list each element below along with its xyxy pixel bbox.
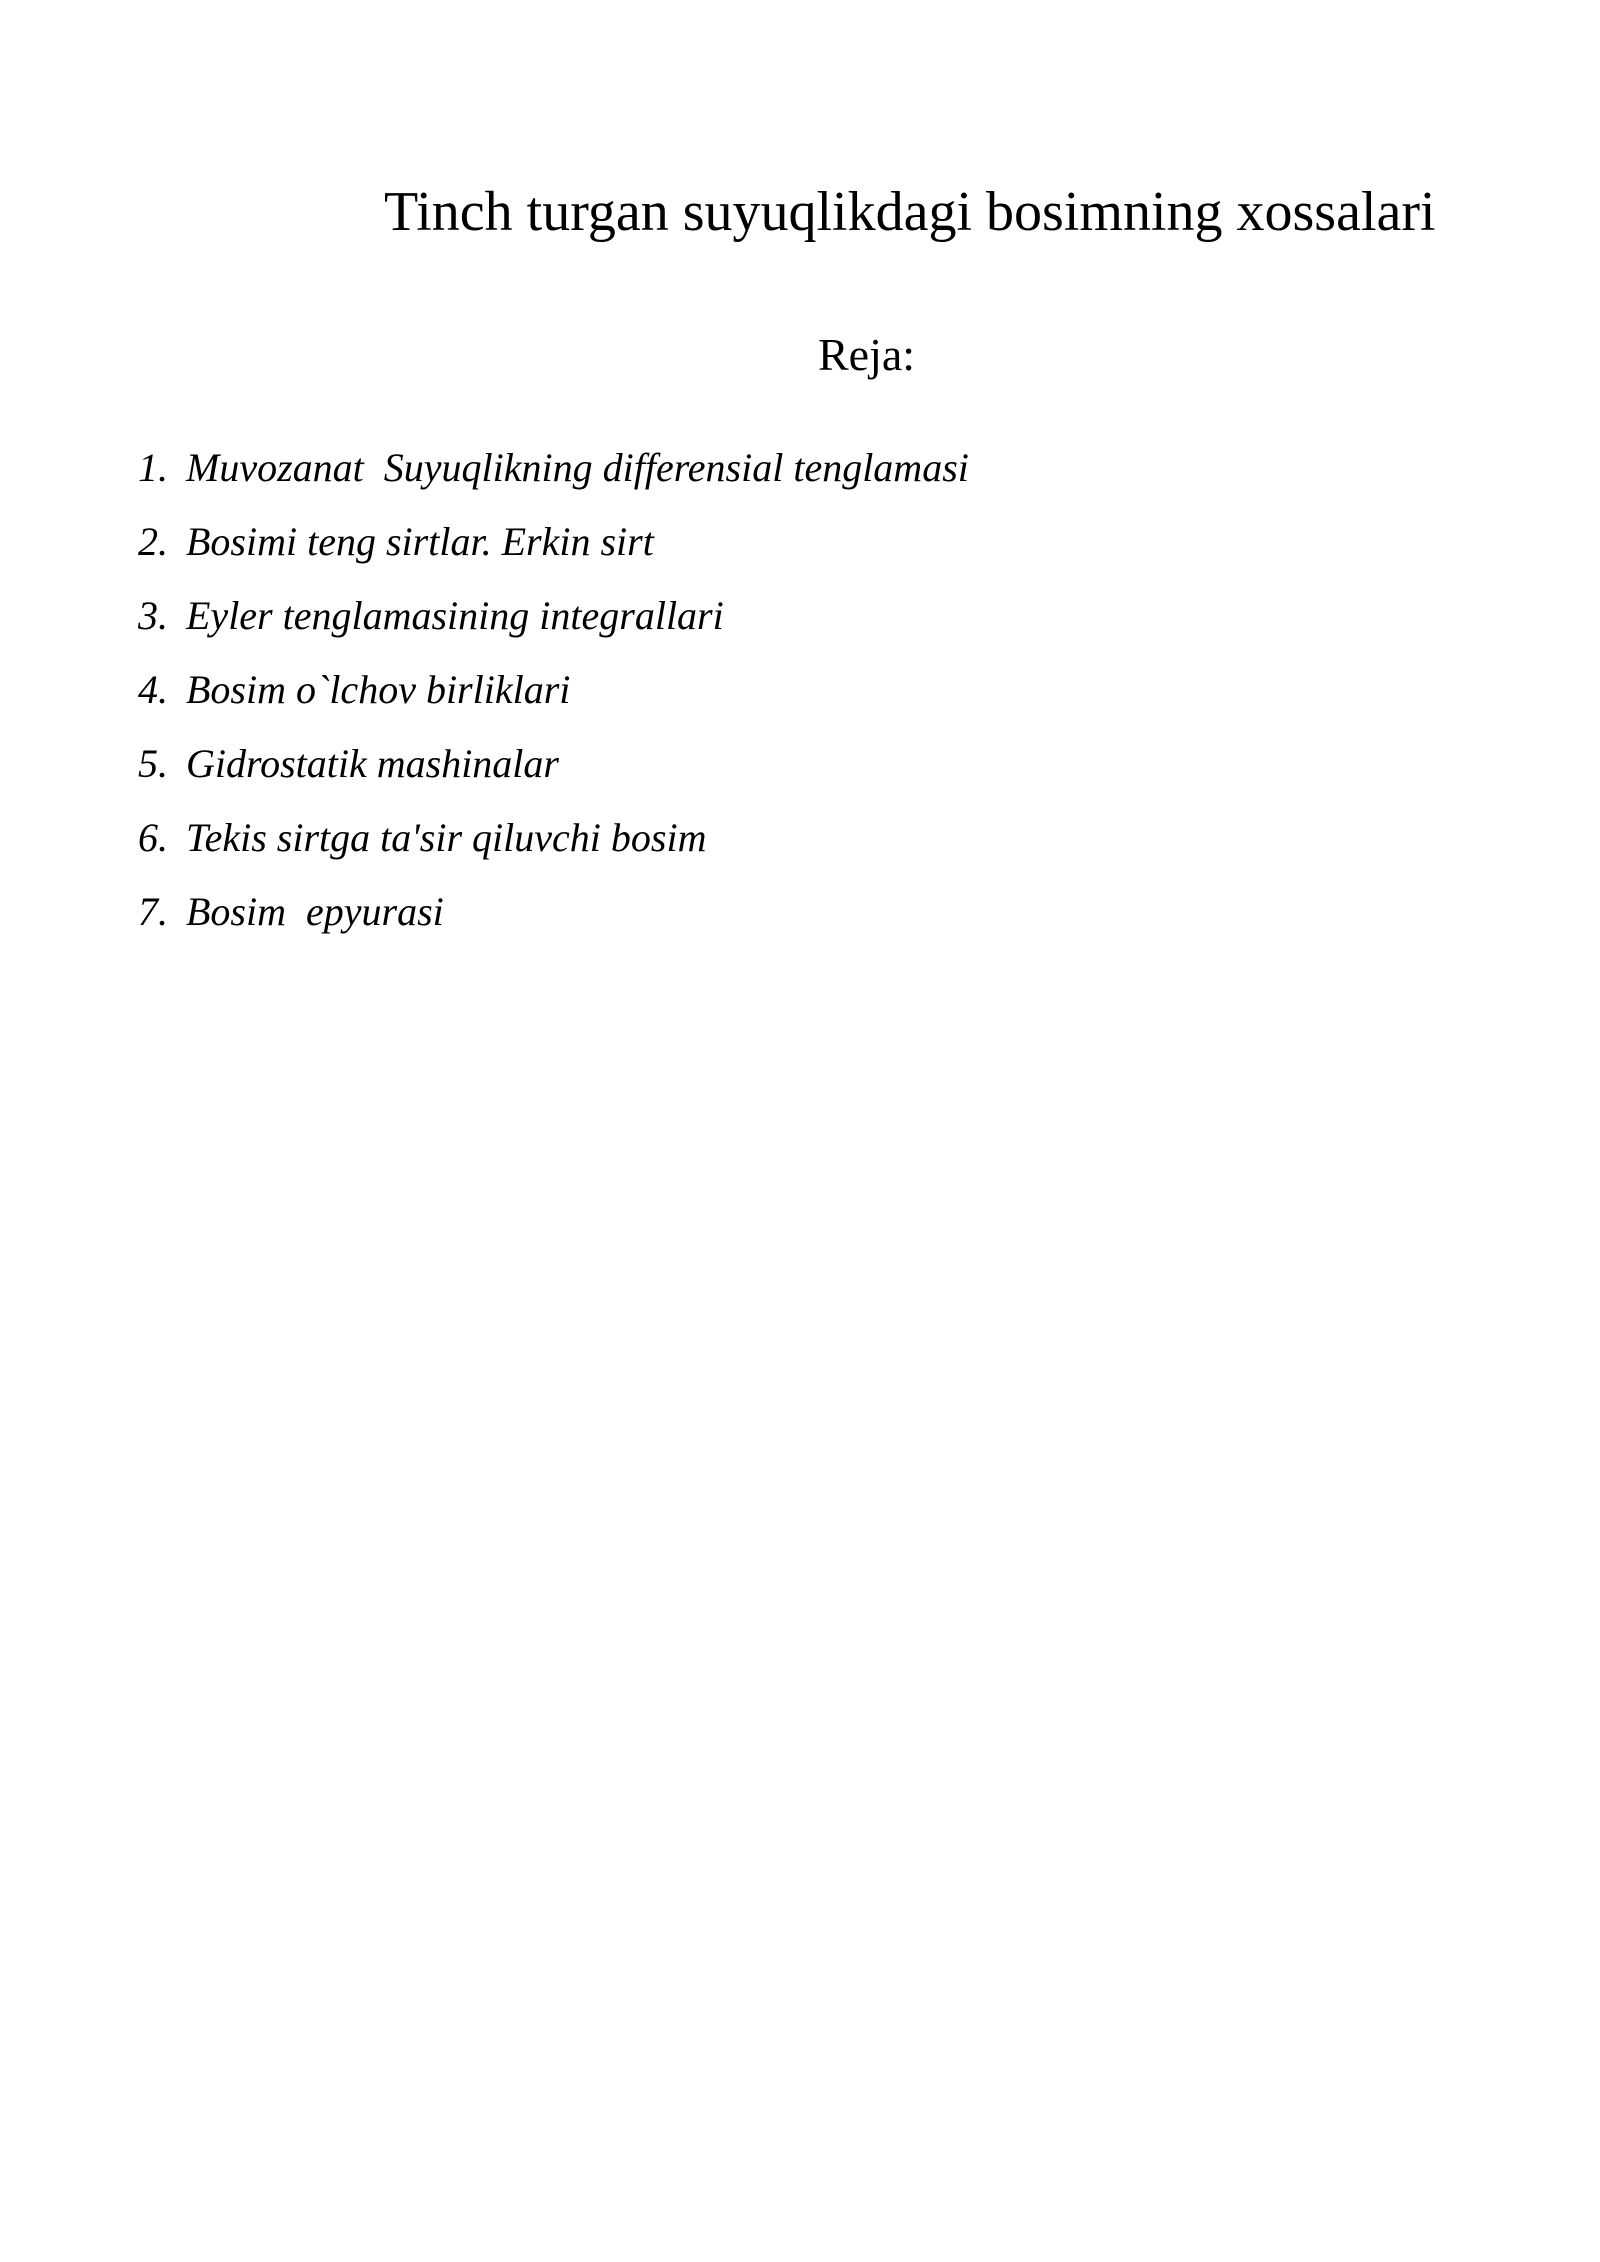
plan-item-4 — [138, 662, 969, 736]
plan-item-7 — [138, 884, 969, 958]
plan-item-number: 1. — [138, 445, 168, 490]
plan-item-1 — [138, 440, 969, 514]
plan-item-number: 2. — [138, 519, 168, 564]
plan-heading: Reja: — [818, 329, 916, 380]
page-title: Tinch turgan suyuqlikdagi bosimning xossalari — [384, 181, 1436, 243]
plan-item-number: 7. — [138, 889, 168, 934]
plan-item-6 — [138, 810, 969, 884]
plan-list — [138, 440, 969, 958]
plan-item-number: 5. — [138, 741, 168, 786]
plan-item-text: Gidrostatik mashinalar — [186, 741, 559, 786]
plan-item-text: Tekis sirtga ta'sir qiluvchi bosim — [186, 815, 707, 860]
plan-item-number: 3. — [138, 593, 168, 638]
plan-item-5 — [138, 736, 969, 810]
plan-item-text: Bosim o`lchov birliklari — [186, 667, 571, 712]
plan-item-2 — [138, 514, 969, 588]
plan-item-text: Bosim epyurasi — [186, 889, 444, 934]
plan-item-number: 6. — [138, 815, 168, 860]
plan-item-text: Bosimi teng sirtlar. Erkin sirt — [186, 519, 654, 564]
plan-item-number: 4. — [138, 667, 168, 712]
plan-item-text: Muvozanat Suyuqlikning differensial tenglamasi — [186, 445, 969, 490]
plan-item-3 — [138, 588, 969, 662]
plan-item-text: Eyler tenglamasining integrallari — [186, 593, 724, 638]
